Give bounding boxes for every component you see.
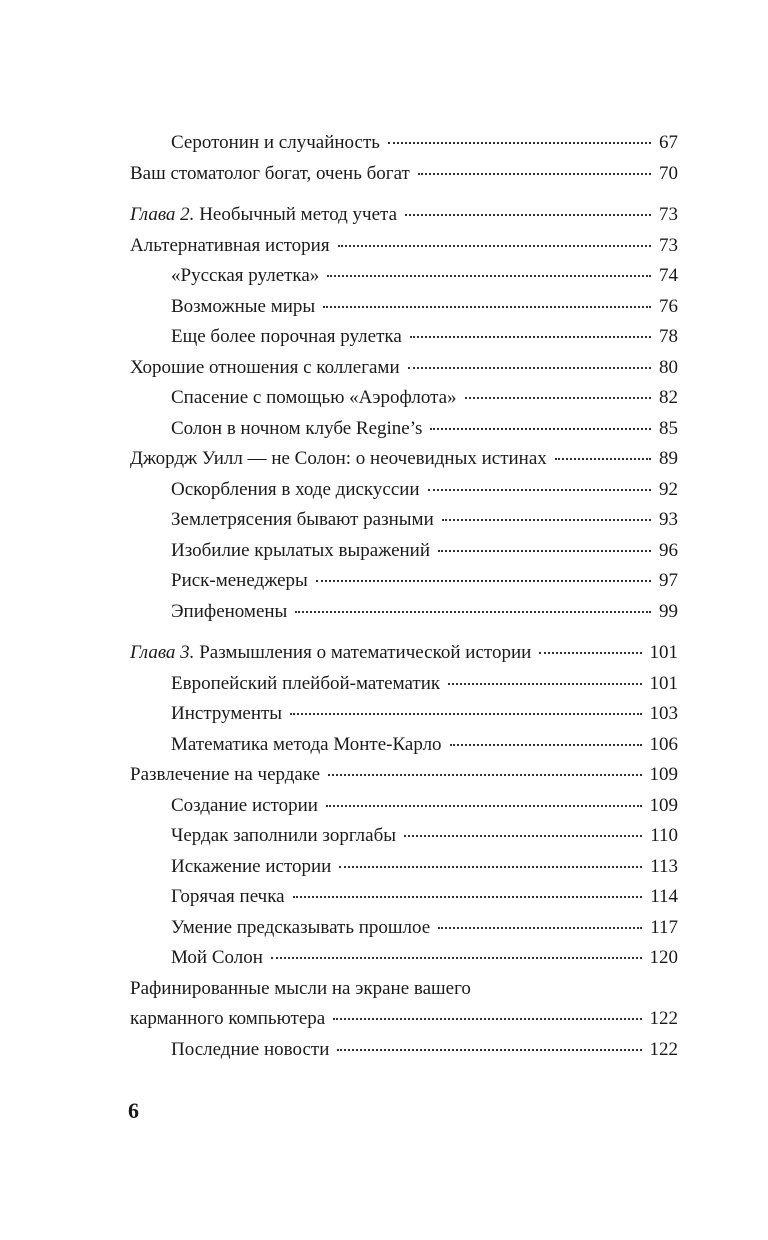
toc-entry-page: 97: [659, 570, 678, 591]
dot-leader: [408, 367, 651, 369]
toc-entry-title: Искажение истории: [171, 855, 332, 877]
toc-entry: [130, 231, 678, 262]
dot-leader: [438, 550, 651, 552]
toc-entry-page: 73: [659, 234, 678, 256]
toc-entry: [130, 444, 678, 475]
toc-entry-page: 113: [650, 855, 678, 877]
toc-entry-title: Размышления о математической истории: [199, 642, 532, 663]
dot-leader: [338, 245, 651, 247]
dot-leader: [293, 896, 643, 898]
toc-entry: [130, 730, 678, 761]
toc-entry-page: 78: [659, 326, 678, 347]
toc-entry-page: 109: [649, 764, 678, 785]
toc-entry-title: Риск-менеджеры: [171, 570, 308, 591]
toc-entry-page: 74: [659, 265, 678, 286]
dot-leader: [438, 927, 642, 929]
dot-leader: [442, 519, 651, 521]
toc-entry-page: 76: [659, 295, 678, 317]
page-number: 6: [128, 1098, 139, 1123]
toc-entry-title: Изобилие крылатых выражений: [171, 539, 431, 561]
toc-entry: [130, 852, 678, 883]
toc-entry-page: 122: [649, 1038, 678, 1060]
toc-entry-title: Последние новости: [171, 1038, 330, 1060]
toc-entry: [130, 566, 678, 597]
toc-entry-title: Мой Солон: [171, 947, 263, 968]
toc-entry-page: 70: [659, 162, 678, 184]
dot-leader: [410, 336, 651, 338]
toc-entry: [130, 699, 678, 730]
toc-entry: [130, 882, 678, 913]
toc-entry-title: «Русская рулетка»: [171, 265, 320, 286]
dot-leader: [323, 306, 651, 308]
dot-leader: [328, 774, 641, 776]
toc-entry-page: 85: [659, 417, 678, 439]
dot-leader: [428, 489, 651, 491]
toc-entry: [130, 669, 678, 700]
toc-entry-title-line1: Рафинированные мысли на экране вашего: [130, 977, 471, 999]
toc-entry-page: 120: [649, 947, 678, 968]
toc-entry-title: Инструменты: [171, 703, 283, 724]
toc-entry-title: Горячая печка: [171, 886, 285, 907]
toc-entry-title: Необычный метод учета: [199, 204, 398, 225]
table-of-contents: [130, 128, 678, 1065]
toc-entry: [130, 353, 678, 384]
toc-chapter-entry: [130, 638, 678, 669]
dot-leader: [418, 173, 651, 175]
dot-leader: [448, 683, 641, 685]
toc-entry-title: Оскорбления в ходе дискуссии: [171, 478, 420, 500]
toc-entry-page: 101: [649, 642, 678, 663]
dot-leader: [388, 142, 651, 144]
dot-leader: [465, 397, 651, 399]
toc-entry-multiline-first: [130, 974, 678, 1005]
toc-entry-page: 93: [659, 509, 678, 530]
toc-entry: [130, 536, 678, 567]
toc-entry-title: карманного компьютера: [130, 1008, 326, 1029]
toc-entry-title: Еще более порочная рулетка: [171, 326, 402, 347]
dot-leader: [333, 1018, 641, 1020]
dot-leader: [404, 835, 642, 837]
toc-entry: [130, 414, 678, 445]
dot-leader: [337, 1049, 641, 1051]
toc-entry-page: 96: [659, 539, 678, 561]
chapter-label: Глава 2.: [130, 204, 195, 225]
toc-entry-title: Создание истории: [171, 794, 318, 816]
toc-entry: [130, 760, 678, 791]
toc-entry-page: 122: [649, 1008, 678, 1029]
toc-chapter-entry: [130, 200, 678, 231]
toc-entry-page: 101: [649, 672, 678, 694]
toc-entry-page: 99: [659, 600, 678, 622]
toc-entry-page: 117: [650, 916, 678, 938]
dot-leader: [450, 744, 642, 746]
toc-entry-title: Хорошие отношения с коллегами: [130, 356, 400, 378]
chapter-label: Глава 3.: [130, 642, 195, 663]
toc-entry-page: 106: [649, 733, 678, 755]
toc-entry-page: 92: [659, 478, 678, 500]
toc-entry-title: Землетрясения бывают разными: [171, 509, 434, 530]
dot-leader: [295, 611, 651, 613]
dot-leader: [327, 275, 651, 277]
toc-entry: [130, 159, 678, 190]
toc-entry: [130, 128, 678, 159]
toc-entry-title: Спасение с помощью «Аэрофлота»: [171, 387, 457, 408]
toc-entry: [130, 913, 678, 944]
toc-entry: [130, 261, 678, 292]
dot-leader: [339, 866, 642, 868]
toc-entry: [130, 292, 678, 323]
toc-entry: [130, 322, 678, 353]
toc-entry-page: 67: [659, 132, 678, 153]
dot-leader: [405, 214, 651, 216]
toc-entry-title: Эпифеномены: [171, 600, 288, 622]
toc-entry: [130, 505, 678, 536]
toc-entry: [130, 1035, 678, 1066]
toc-entry-title: Солон в ночном клубе Regine’s: [171, 417, 423, 439]
dot-leader: [316, 580, 651, 582]
toc-entry: [130, 383, 678, 414]
toc-entry: [130, 943, 678, 974]
dot-leader: [271, 957, 642, 959]
toc-entry-title: Серотонин и случайность: [171, 132, 380, 153]
toc-entry: [130, 791, 678, 822]
toc-entry: [130, 475, 678, 506]
toc-entry: [130, 1004, 678, 1035]
toc-entry-title: Математика метода Монте-Карло: [171, 733, 442, 755]
toc-entry-title: Альтернативная история: [130, 234, 330, 256]
dot-leader: [326, 805, 642, 807]
toc-entry-page: 89: [659, 448, 678, 469]
toc-entry-title: Европейский плейбой-математик: [171, 672, 441, 694]
toc-entry-page: 110: [650, 825, 678, 846]
toc-entry: [130, 597, 678, 628]
dot-leader: [430, 428, 651, 430]
toc-entry-title: Ваш стоматолог богат, очень богат: [130, 162, 410, 184]
toc-entry: [130, 821, 678, 852]
toc-entry-title: Возможные миры: [171, 295, 316, 317]
dot-leader: [555, 458, 651, 460]
toc-entry-page: 82: [659, 387, 678, 408]
dot-leader: [539, 652, 641, 654]
toc-entry-title: Чердак заполнили зорглабы: [171, 825, 397, 846]
toc-entry-page: 103: [649, 703, 678, 724]
toc-entry-page: 80: [659, 356, 678, 378]
toc-entry-title: Развлечение на чердаке: [130, 764, 321, 785]
toc-entry-page: 109: [649, 794, 678, 816]
toc-entry-title: Умение предсказывать прошлое: [171, 916, 431, 938]
toc-entry-page: 73: [659, 204, 678, 225]
toc-entry-title: Джордж Уилл — не Солон: о неочевидных истинах: [130, 448, 547, 469]
toc-entry-page: 114: [650, 886, 678, 907]
dot-leader: [290, 713, 641, 715]
